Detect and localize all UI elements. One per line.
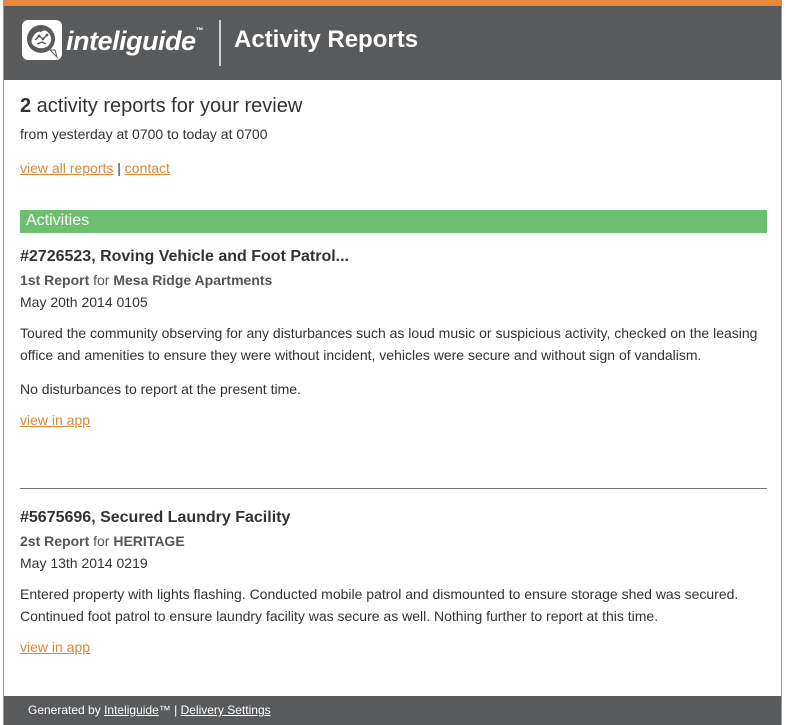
brain-icon [22,20,62,60]
view-in-app-link[interactable]: view in app [20,639,91,655]
report-paragraph: Toured the community observing for any disturbances such as loud music or suspicious activity, checked on the leasing office and amenities to ensure they were without incident, vehicles were secure and without sign of vandalism. [20,325,758,363]
report-paragraph: Entered property with lights flashing. Conducted mobile patrol and dismounted to ensure storage shed was secured. Continued foot patrol to ensure laundry facility was secure as well. Nothing further to report at this time. [20,586,739,624]
section-label: Activities [26,212,90,229]
report-date: May 13th 2014 0219 [20,555,148,571]
report-title: #2726523, Roving Vehicle and Foot Patrol... [20,248,349,265]
header [4,6,781,80]
report-divider [20,488,767,489]
report-body [20,583,767,627]
report-item [20,509,767,657]
footer-text: Generated by Inteliguide™ | Delivery Settings [28,703,271,717]
header-divider [219,20,221,66]
report-meta: 2st Report for HERITAGE [20,533,185,549]
delivery-settings-link[interactable]: Delivery Settings [180,703,271,717]
page-title: Activity Reports [234,26,419,53]
report-paragraph: No disturbances to report at the present time. [20,381,301,397]
report-item [20,248,767,430]
report-meta: 1st Report for Mesa Ridge Apartments [20,272,273,288]
summary-heading: 2 activity reports for your review [20,95,303,117]
report-count: 2 [20,95,32,117]
report-site: Mesa Ridge Apartments [113,272,273,288]
report-site: HERITAGE [113,533,185,549]
inteliguide-link[interactable]: Inteliguide [104,703,159,717]
logo[interactable] [20,18,220,70]
contact-link[interactable]: contact [124,160,170,176]
report-date: May 20th 2014 0105 [20,294,148,310]
view-in-app-link[interactable]: view in app [20,412,91,428]
email-frame [3,0,782,725]
report-title: #5675696, Secured Laundry Facility [20,509,291,526]
summary-subtitle: from yesterday at 0700 to today at 0700 [20,126,268,142]
logo-text: inteliguide™ [66,26,203,56]
report-body [20,322,767,400]
top-links: view all reports | contact [20,160,170,176]
activities-section-header [20,210,767,233]
view-all-reports-link[interactable]: view all reports [20,160,114,176]
footer [4,696,781,725]
